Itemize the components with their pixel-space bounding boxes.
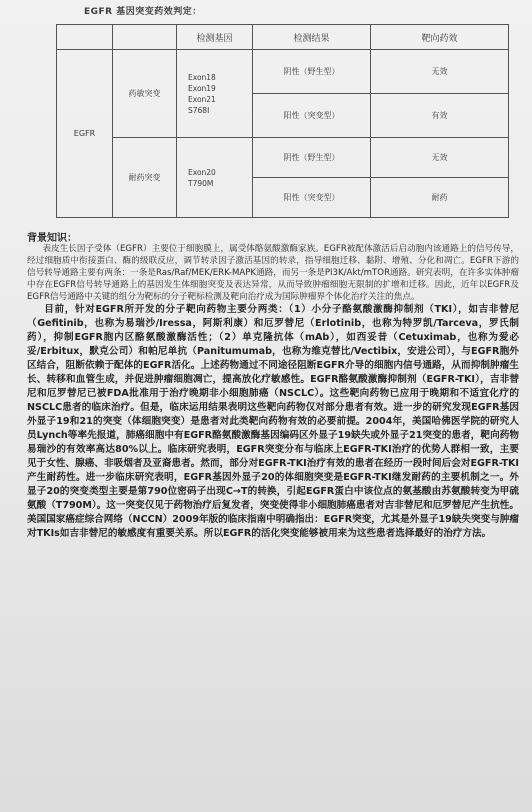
result-cell: 阴性（野生型） [253, 50, 371, 94]
header-cell: 检测基因 [177, 25, 253, 50]
document-title: EGFR 基因突变药效判定： [84, 7, 202, 17]
paragraph: 目前，针对EGFR所开发的分子靶向药物主要分两类：（1）小分子酪氨酸激酶抑制剂（TKI），如吉非替尼（Gefitinib，也称为易瑞沙/Iressa，阿斯利康）和厄罗替尼（Erlotinib，也称为特罗凯/Tarceva，罗氏制药），抑制EGFR胞内区酪氨酸激酶活性；（2）单克隆抗体（mAb），如西妥昔（Cetuximab，也称为爱必妥/Erbitux，默克公司）和帕尼单抗（Panitumumab，也称为维克替比/Vectibix，安进公司），与EGFR胞外区结合，阻断依赖于配体的EGFR活化。上述药物通过不同途径阻断EGFR介导的细胞内信号通路，从而抑制肿瘤生长、转移和血管生成，并促进肿瘤细胞凋亡，提高放化疗敏感性。EGFR酪氨酸激酶抑制剂（EGFR-TKI），吉非替尼和厄罗替尼已被FDA批准用于治疗晚期非小细胞肺癌（NSCLC）。这些靶向药物已应用于晚期和不适宜化疗的NSCLC患者的临床治疗。但是，临床运用结果表明这些靶向药物仅对部分患者有效。进一步的研究发现EGFR基因外显子19和21的突变（体细胞突变）是患者对此类靶向药物有效的必要前提。2004年，美国哈佛医学院的研究人员Lynch等率先报道，肺癌细胞中有EGFR酪氨酸激酶基因编码区外显子19缺失或外显子21突变的患者，靶向药物易瑞沙的有效率高达80%以上。临床研究表明，EGFR突变分布与临床上EGFR-TKI治疗的优势人群相一致，主要见于女性、腺癌、非吸烟者及亚裔患者。然而，部分对EGFR-TKI治疗有效的患者在经历一段时间后会对EGFR-TKI产生耐药性。进一步临床研究表明，EGFR基因外显子20的体细胞突变是EGFR-TKI继发耐药的主要机制之一。外显子20的突变类型主要是第790位密码子出现C→T的转换，引起EGFR蛋白中该位点的氨基酸由苏氨酸转变为甲硫氨酸（T790M）。这一突变仅见于药物治疗后复发者，突变使得非小细胞肺癌患者对吉非替尼和厄罗替尼产生抗性。美国国家癌症综合网络（NCCN）2009年版的临床指南中明确指出：EGFR突变，尤其是外显子19缺失突变与肿瘤对TKIs如吉非替尼的敏感度有重要关系。所以EGFR的活化突变能够被用来为这些患者选择最好的治疗方法。 [27, 304, 519, 540]
result-cell: 阴性（野生型） [253, 138, 371, 178]
mutation-type-cell: 药敏突变 [113, 50, 177, 138]
gene-item: Exon21 [188, 94, 216, 104]
table-header-row [57, 25, 509, 50]
header-cell: 检测结果 [253, 25, 371, 50]
detected-genes-cell [177, 138, 253, 218]
section-title: 背景知识： [27, 233, 77, 244]
gene-name-cell: EGFR [57, 50, 113, 218]
effect-cell: 无效 [371, 50, 509, 94]
gene-item: S768I [188, 105, 210, 115]
gene-item: T790M [188, 178, 214, 188]
header-cell [57, 25, 113, 50]
table-row [57, 50, 509, 94]
header-cell [113, 25, 177, 50]
egfr-result-table [56, 24, 509, 218]
effect-cell: 无效 [371, 138, 509, 178]
header-cell: 靶向药效 [371, 25, 509, 50]
gene-item: Exon20 [188, 167, 216, 177]
result-cell: 阳性（突变型） [253, 178, 371, 218]
detected-genes-cell [177, 50, 253, 138]
effect-cell: 有效 [371, 94, 509, 138]
table-row [57, 138, 509, 178]
gene-item: Exon18 [188, 72, 216, 82]
paragraph: 表皮生长因子受体（EGFR）主要位于细胞膜上，属受体酪氨酸激酶家族。EGFR被配体激活后启动胞内该通路上的信号传导，经过细胞质中衔接蛋白、酶的级联反应，调节转录因子激活基因的转录，指导细胞迁移、黏附、增殖、分化和凋亡。EGFR下游的信号转导通路主要有两条：一条是Ras/Raf/MEK/ERK-MAPK通路，而另一条是PI3K/Akt/mTOR通路。研究表明，在许多实体肿瘤中存在EGFR信号转导通路上的基因发生体细胞突变及表达异常，从而导致肿瘤细胞无限制的扩增和迁移。因此，近年以EGFR及EGFR信号通路中关键的组分为靶标的分子靶标检测及靶向治疗成为国际肿瘤界个体化治疗关注的焦点。 [27, 244, 519, 303]
effect-cell: 耐药 [371, 178, 509, 218]
result-cell: 阳性（突变型） [253, 94, 371, 138]
gene-item: Exon19 [188, 83, 216, 93]
background-text [27, 243, 519, 541]
mutation-type-cell: 耐药突变 [113, 138, 177, 218]
